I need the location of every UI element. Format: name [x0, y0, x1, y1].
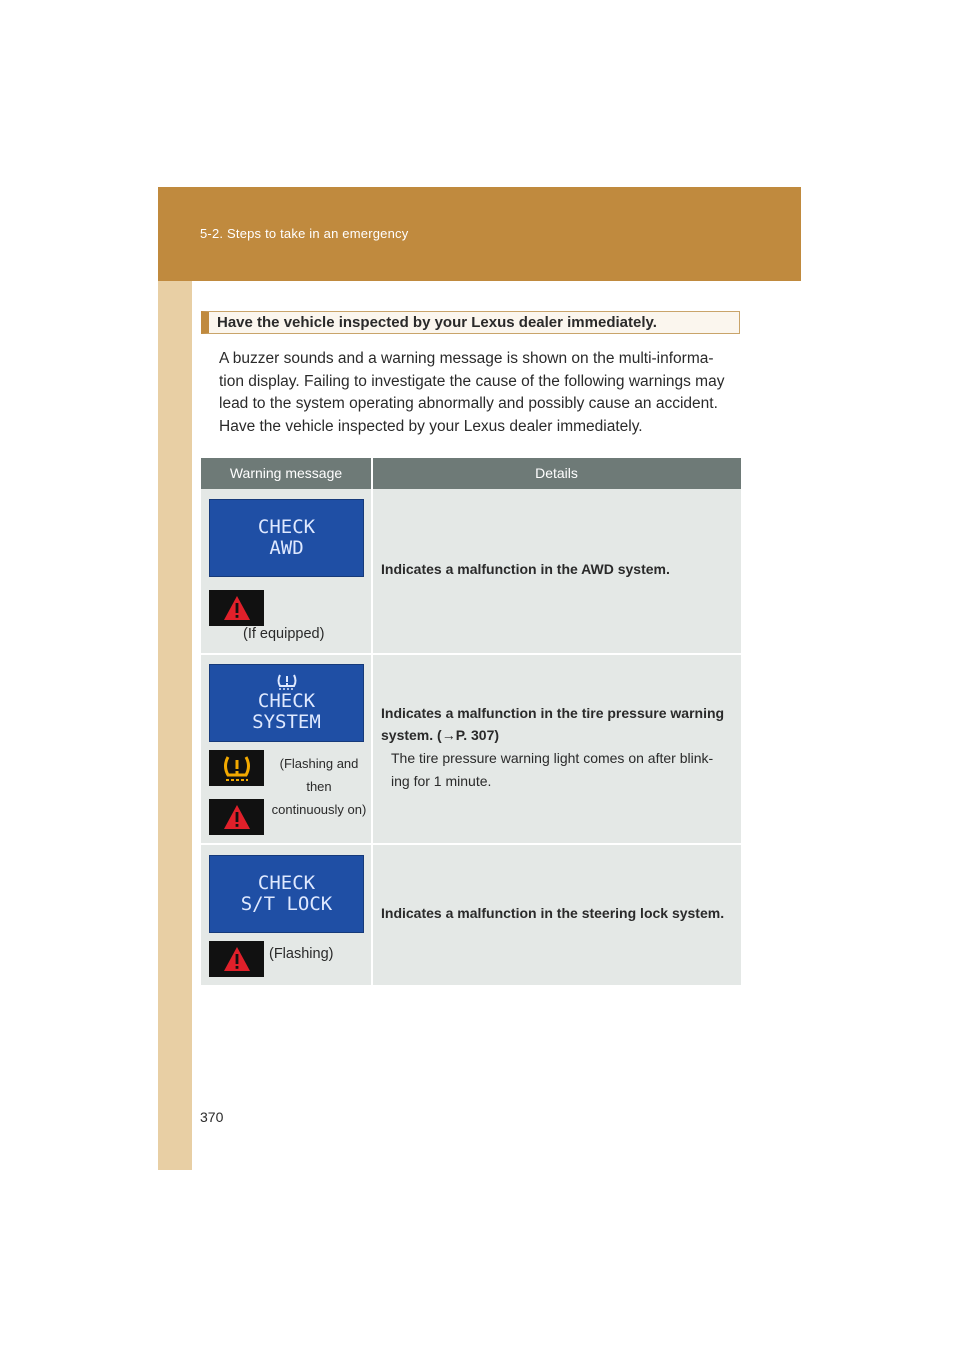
detail-text — [381, 702, 724, 746]
column-header-message: Warning message — [201, 458, 371, 489]
column-header-details: Details — [372, 458, 741, 489]
condition-note — [267, 752, 371, 821]
master-warning-icon — [209, 799, 264, 835]
display-line: CHECK — [257, 872, 316, 894]
condition-note: (If equipped) — [243, 626, 325, 642]
detail-text: Indicates a malfunction in the AWD system. — [381, 561, 670, 577]
master-warning-icon — [209, 590, 264, 626]
intro-line: tion display. Failing to investigate the cause of the following warnings may — [219, 372, 725, 390]
page-number: 370 — [200, 1109, 224, 1125]
check-system-display — [209, 664, 364, 742]
display-line: S/T LOCK — [240, 893, 333, 915]
row-divider — [201, 653, 741, 655]
side-band — [158, 281, 192, 1170]
row-divider — [201, 843, 741, 845]
section-heading — [201, 311, 740, 334]
detail-line: Indicates a malfunction in the tire pressure warning — [381, 705, 725, 721]
section-label: 5-2. Steps to take in an emergency — [200, 226, 409, 241]
intro-line: Have the vehicle inspected by your Lexus dealer immediately. — [219, 417, 643, 435]
subtext-line: The tire pressure warning light comes on after blink- — [391, 750, 714, 766]
condition-note: (Flashing) — [269, 946, 334, 962]
intro-line: lead to the system operating abnormally and possibly cause an accident. — [219, 395, 718, 412]
column-divider — [371, 458, 373, 985]
section-heading-text: Have the vehicle inspected by your Lexus dealer immediately. — [217, 314, 657, 331]
warning-table — [201, 458, 741, 985]
note-line: continuously on) — [271, 802, 367, 817]
tire-pressure-icon — [275, 673, 299, 690]
check-st-lock-display — [209, 855, 364, 933]
master-warning-icon — [209, 941, 264, 977]
display-line: AWD — [269, 537, 304, 559]
display-line: CHECK — [257, 516, 316, 538]
display-line: SYSTEM — [252, 711, 321, 733]
intro-line: A buzzer sounds and a warning message is shown on the multi-informa- — [219, 350, 714, 367]
subtext-line: ing for 1 minute. — [391, 772, 492, 789]
tire-pressure-warning-icon — [209, 750, 264, 786]
check-awd-display — [209, 499, 364, 577]
note-line: (Flashing and then — [279, 756, 359, 794]
display-line: CHECK — [257, 690, 316, 712]
detail-text: Indicates a malfunction in the steering lock system. — [381, 905, 725, 921]
detail-subtext — [391, 747, 731, 792]
detail-line: system. (→P. 307) — [381, 727, 500, 743]
intro-paragraph — [219, 348, 739, 438]
